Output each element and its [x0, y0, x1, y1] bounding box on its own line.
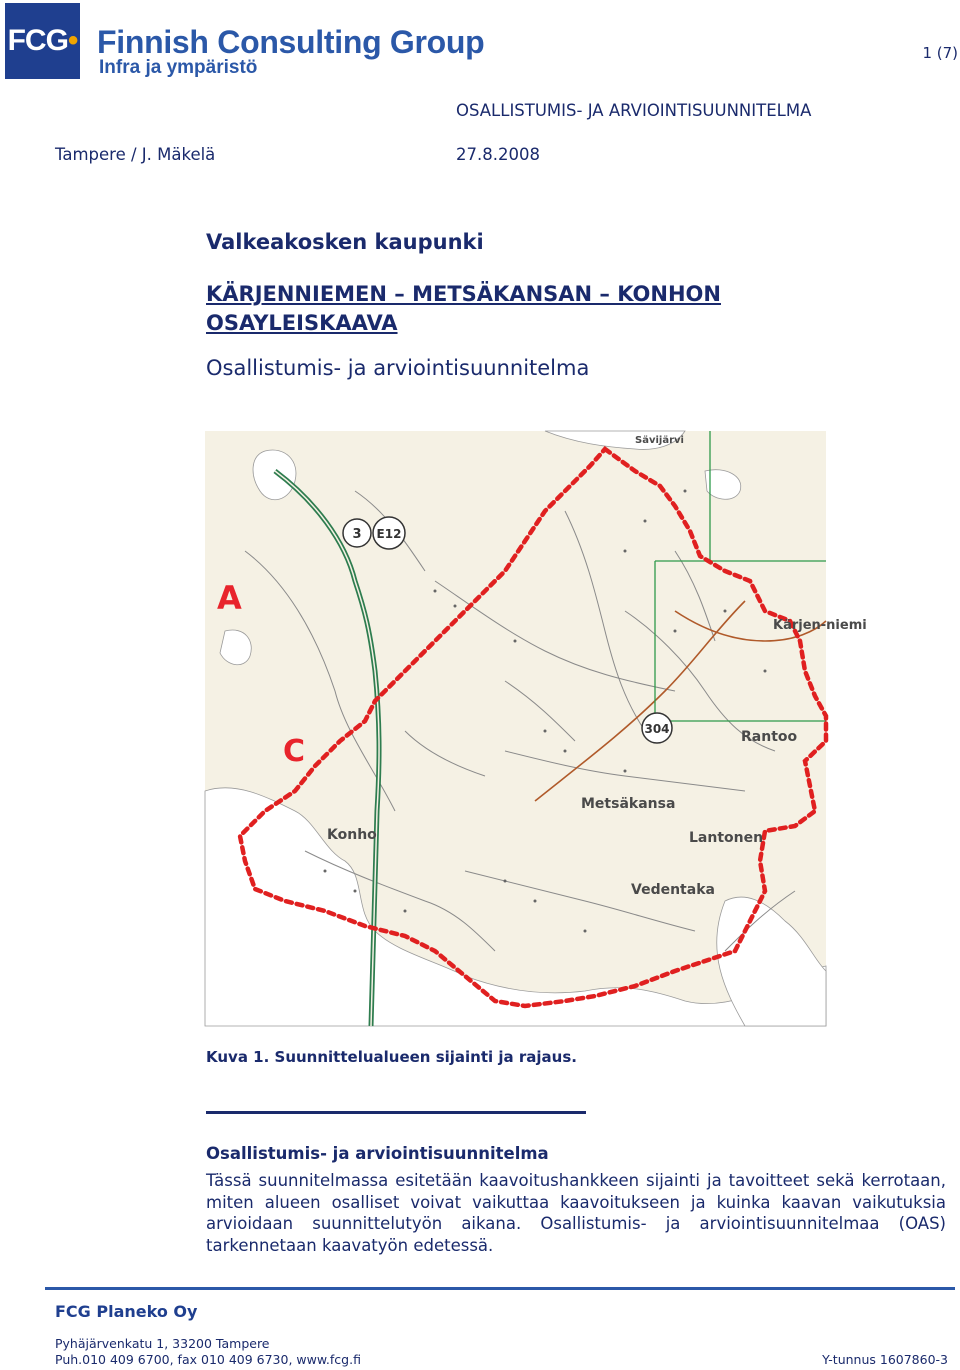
footer-company: FCG Planeko Oy: [55, 1302, 198, 1321]
company-name: Finnish Consulting Group: [97, 24, 485, 60]
road-shield-3: [343, 519, 371, 547]
place-author: Tampere / J. Mäkelä: [55, 145, 216, 164]
footer-address: Pyhäjärvenkatu 1, 33200 Tampere: [55, 1336, 270, 1351]
place-label-karjenniemi: Kärjen-niemi: [773, 618, 867, 633]
plan-name-heading: KÄRJENNIEMEN – METSÄKANSAN – KONHON OSAYLEISKAAVA: [206, 282, 721, 335]
plan-type-heading: Osallistumis- ja arviointisuunnitelma: [206, 356, 590, 380]
zone-label-c: C: [283, 734, 306, 769]
place-label-rantoo: Rantoo: [741, 729, 798, 745]
logo-text: FCG: [7, 24, 68, 57]
footer-business-id: Y-tunnus 1607860-3: [822, 1352, 948, 1367]
zone-label-a: A: [217, 579, 242, 617]
location-map: [205, 431, 867, 1026]
city-heading: Valkeakosken kaupunki: [206, 230, 484, 254]
logo-dot-icon: •: [67, 24, 78, 57]
footer-divider: [45, 1287, 955, 1290]
company-subtitle: Infra ja ympäristö: [99, 57, 258, 78]
road-shield-e12: [373, 517, 405, 549]
place-label-metsakansa: Metsäkansa: [581, 796, 676, 812]
place-label-lantonen: Lantonen: [689, 830, 764, 846]
oas-body-text: Tässä suunnitelmassa esitetään kaavoitushankkeen sijainti ja tavoitteet sekä kerrotaan, miten alueen osalliset voivat vaikuttaa kaavoitukseen ja kuinka kaavan vaikutuksia arvioidaan suunnittelutyön aikana. Osallistumis- ja arviointisuunnitelmaa (OAS) tarkennetaan kaavatyön edetessä.: [206, 1171, 946, 1255]
road-shield-304: [642, 713, 672, 743]
footer-contact: Puh.010 409 6700, fax 010 409 6730, www.fcg.fi: [55, 1352, 361, 1367]
road-label-3: 3: [352, 527, 362, 542]
place-label-savijarvi: Sävijärvi: [635, 435, 684, 446]
oas-heading: Osallistumis- ja arviointisuunnitelma: [206, 1144, 549, 1163]
place-label-vedentaka: Vedentaka: [631, 882, 715, 898]
document-type: OSALLISTUMIS- JA ARVIOINTISUUNNITELMA: [456, 101, 812, 120]
page-number: 1 (7): [922, 44, 958, 62]
road-label-e12: E12: [376, 527, 402, 541]
document-date: 27.8.2008: [456, 145, 540, 164]
section-divider: [206, 1111, 586, 1114]
road-label-304: 304: [644, 722, 670, 736]
fcg-logo: [5, 3, 80, 79]
place-label-konho: Konho: [327, 827, 377, 843]
map-caption: Kuva 1. Suunnittelualueen sijainti ja rajaus.: [206, 1048, 577, 1066]
